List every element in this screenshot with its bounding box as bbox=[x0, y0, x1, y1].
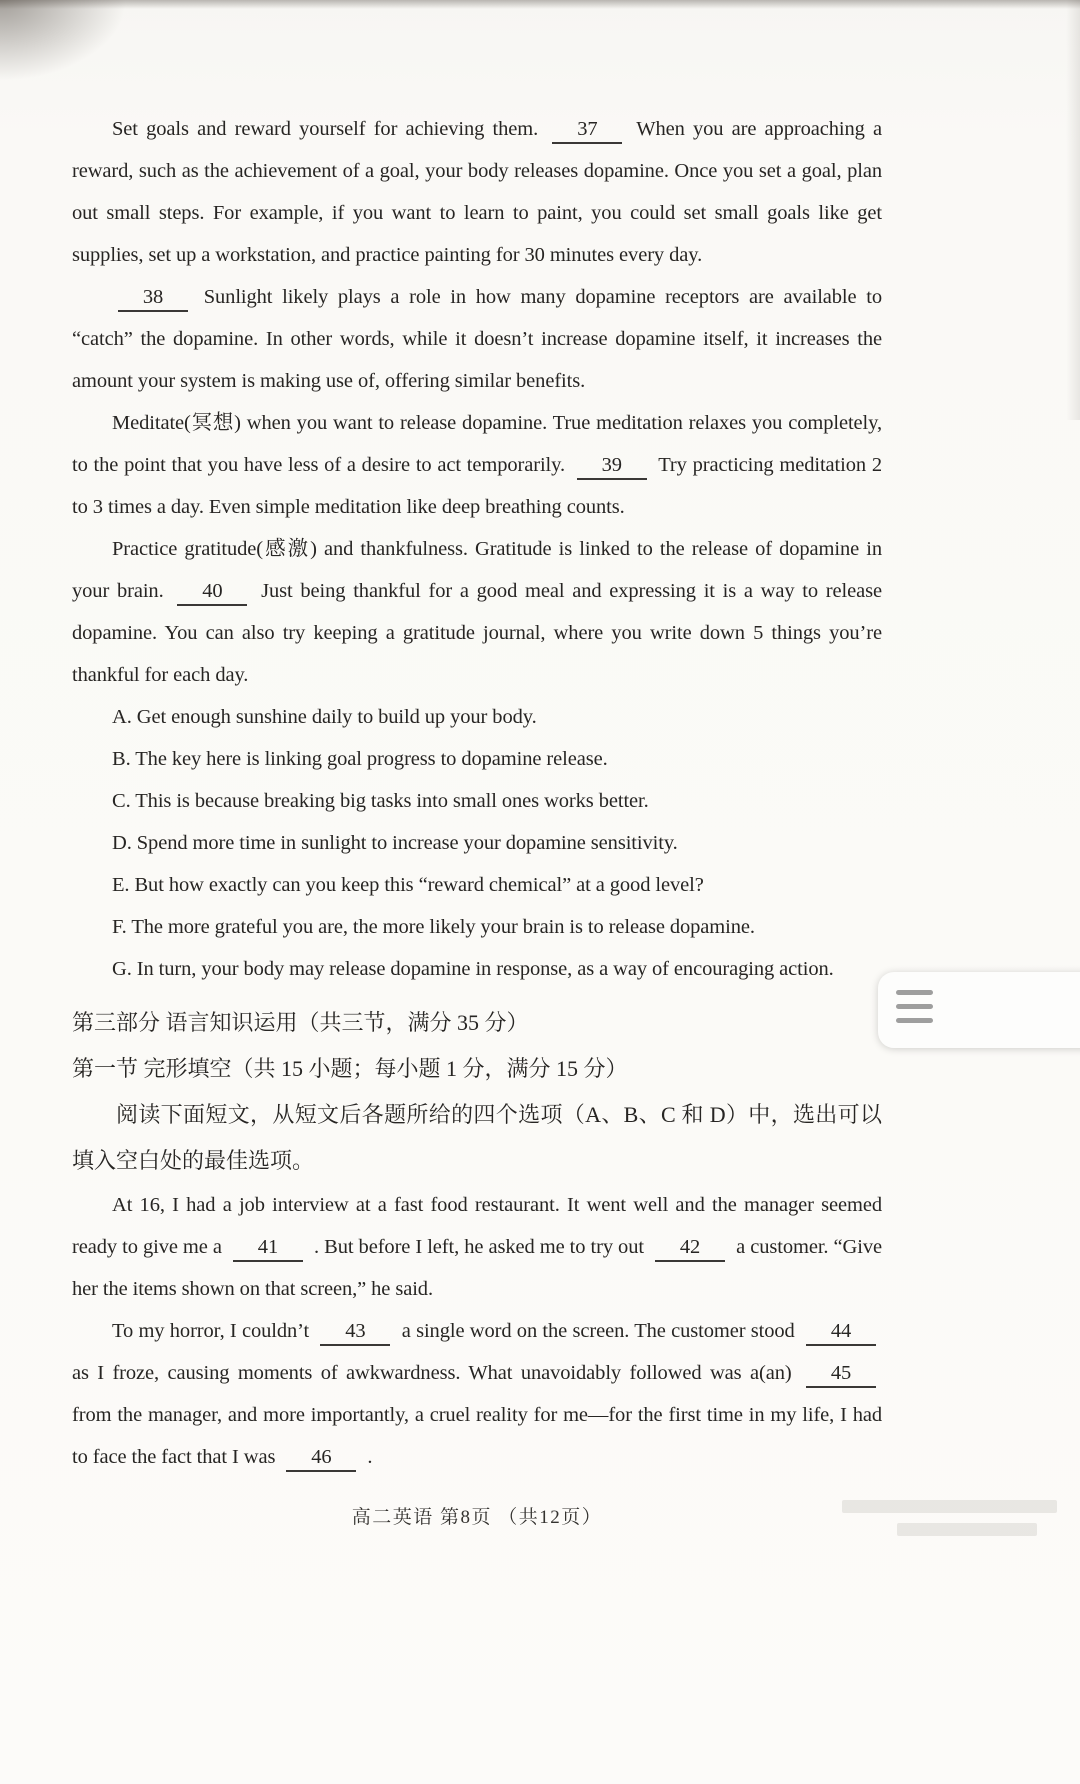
options-list bbox=[72, 696, 882, 990]
blank-45: 45 bbox=[806, 1360, 876, 1388]
watermark bbox=[842, 1500, 1057, 1546]
hamburger-icon-bar-3 bbox=[896, 1018, 933, 1023]
option-F: F. The more grateful you are, the more likely your brain is to release dopamine. bbox=[112, 916, 755, 938]
blank-38: 38 bbox=[118, 284, 188, 312]
option-C: C. This is because breaking big tasks into small ones works better. bbox=[112, 790, 649, 812]
blank-46: 46 bbox=[286, 1444, 356, 1472]
section3-instructions: 阅读下面短文，从短文后各题所给的四个选项（A、B、C 和 D）中，选出可以填入空白处的最佳选项。 bbox=[72, 1102, 882, 1173]
cloze-paragraph-1: At 16, I had a job interview at a fast food restaurant. It went well and the manager seemed ready to give me a 41 . But before I left, he asked me to try out 42 a customer. “Give her the items shown on that screen,” he said. bbox=[72, 1194, 882, 1300]
page-footer: 高二英语 第8页 （共12页） bbox=[351, 1507, 603, 1528]
menu-handle[interactable] bbox=[878, 972, 1080, 1048]
option-E: E. But how exactly can you keep this “reward chemical” at a good level? bbox=[112, 874, 704, 896]
option-G: G. In turn, your body may release dopamine in response, as a way of encouraging action. bbox=[112, 958, 834, 980]
blank-41: 41 bbox=[233, 1234, 303, 1262]
section3-heading: 第三部分 语言知识运用（共三节，满分 35 分） bbox=[72, 1010, 529, 1035]
hamburger-icon-bar-1 bbox=[896, 990, 933, 995]
blank-43: 43 bbox=[320, 1318, 390, 1346]
option-D: D. Spend more time in sunlight to increase your dopamine sensitivity. bbox=[112, 832, 678, 854]
option-A: A. Get enough sunshine daily to build up your body. bbox=[112, 706, 537, 728]
watermark-line-2 bbox=[897, 1523, 1037, 1536]
blank-40: 40 bbox=[177, 578, 247, 606]
blank-39: 39 bbox=[577, 452, 647, 480]
passage-paragraph-4: Practice gratitude(感激) and thankfulness. Gratitude is linked to the release of dopamine in your brain. 40 Just being thankful for a good meal and expressing it is a way to release dopamine. You can also try keeping a gratitude journal, where you write down 5 things you’re thankful for each day. bbox=[72, 538, 882, 686]
passage-paragraph-2: 38 Sunlight likely plays a role in how many dopamine receptors are available to “catch” the dopamine. In other words, while it doesn’t increase dopamine itself, it increases the amount your system is making use of, offering similar benefits. bbox=[72, 286, 882, 392]
scan-right-shadow bbox=[1066, 0, 1080, 420]
watermark-line-1 bbox=[842, 1500, 1057, 1513]
blank-44: 44 bbox=[806, 1318, 876, 1346]
scan-corner-shadow bbox=[0, 0, 180, 115]
section3-subheading: 第一节 完形填空（共 15 小题；每小题 1 分，满分 15 分） bbox=[72, 1056, 628, 1081]
option-B: B. The key here is linking goal progress to dopamine release. bbox=[112, 748, 608, 770]
hamburger-icon-bar-2 bbox=[896, 1004, 933, 1009]
cloze-paragraph-2: To my horror, I couldn’t 43 a single word on the screen. The customer stood 44 as I froze, causing moments of awkwardness. What unavoidably followed was a(an) 45 from the manager, and more importantly, a cruel reality for me—for the first time in my life, I had to face the fact that I was 46 . bbox=[72, 1310, 882, 1478]
passage-paragraph-1: Set goals and reward yourself for achieving them. 37 When you are approaching a reward, such as the achievement of a goal, your body releases dopamine. Once you set a goal, plan out small steps. For example, if you want to learn to paint, you could set small goals like get supplies, set up a workstation, and practice painting for 30 minutes every day. bbox=[72, 118, 882, 266]
blank-37: 37 bbox=[552, 116, 622, 144]
page-content bbox=[72, 108, 882, 1478]
blank-42: 42 bbox=[655, 1234, 725, 1262]
passage-paragraph-3: Meditate(冥想) when you want to release dopamine. True meditation relaxes you completely, to the point that you have less of a desire to act temporarily. 39 Try practicing meditation 2 to 3 times a day. Even simple meditation like deep breathing counts. bbox=[72, 412, 883, 518]
